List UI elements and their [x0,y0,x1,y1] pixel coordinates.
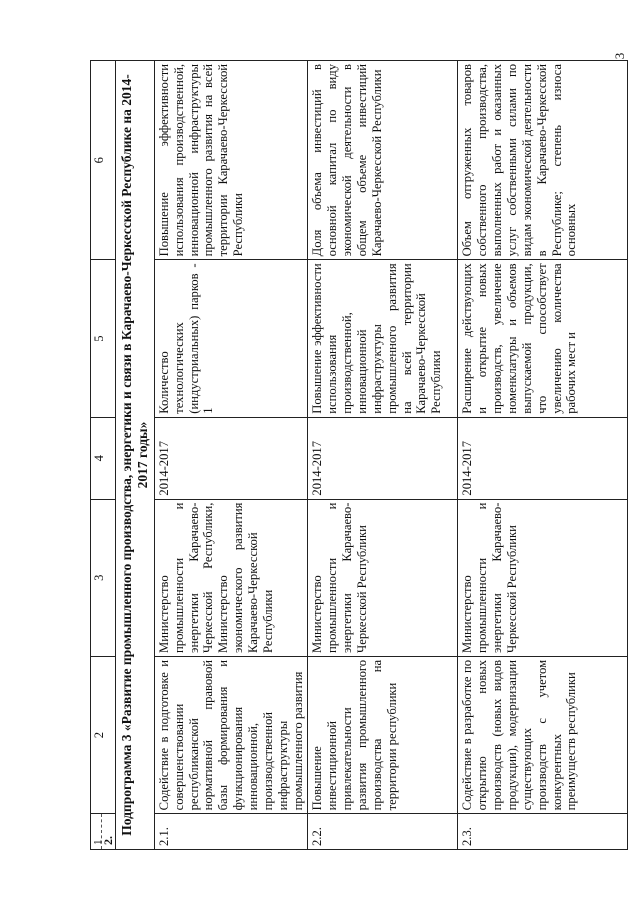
row-number: 2.3. [458,814,628,850]
indicator-cell: Повышение эффективности использования производственной, инновационной инфраструктуры промышленного развития на всей территории Карачаево-Черкесской Республики [154,61,308,260]
indicator-cell: Доля объема инвестиций в основной капитал по виду экономической деятельности в общем объеме инвестиций Карачаево-Черкесской Республики [308,61,458,260]
row-number: 2.1. [154,814,308,850]
program-table [90,60,628,850]
header-col-5: 5 [91,260,116,417]
table-row [308,61,458,850]
period-cell: 2014-2017 [308,417,458,499]
header-col-2: 2 [91,656,116,813]
result-cell: Количество технологических (индустриальных) парков - 1 [154,260,308,417]
executor-cell: Министерство промышленности и энергетики Карачаево-Черкесской Республики [458,499,628,656]
header-col-3: 3 [91,499,116,656]
header-row [91,61,116,850]
header-col-1: 1 2. [91,814,116,850]
table-row [458,61,628,850]
executor-cell: Министерство промышленности и энергетики Карачаево-Черкесской Республики [308,499,458,656]
header-col-4: 4 [91,417,116,499]
measure-cell: Содействие в разработке по открытию новых производств (новых видов продукции), модернизации существующих производств с учетом конкурентных преимуществ республики [458,656,628,813]
period-cell: 2014-2017 [458,417,628,499]
rotated-document-table [90,60,630,850]
executor-cell: Министерство промышленности и энергетики Карачаево-Черкесской Республики, Министерство экономического развития Карачаево-Черкесской Республики [154,499,308,656]
subprogram-row [116,61,155,850]
row-number: 2.2. [308,814,458,850]
measure-cell: Содействие в подготовке и совершенствовании республиканской нормативной правовой базы формирования и функционирования инновационной, производственной инфраструктуры промышленного развития [154,656,308,813]
table-row [154,61,308,850]
result-cell: Расширение действующих и открытие новых производств, увеличение номенклатуры и объемов выпускаемой продукции, что способствует увеличению количества рабочих мест и [458,260,628,417]
measure-cell: Повышение инвестиционной привлекательности развития промышленного производства на территории республики [308,656,458,813]
period-cell: 2014-2017 [154,417,308,499]
header-col-6: 6 [91,61,116,260]
result-cell: Повышение эффективности использования производственной, инновационной инфраструктуры промышленного развития на всей территории Карачаево-Черкесской Республики [308,260,458,417]
page-number: 3 [612,52,627,60]
indicator-cell: Объем отгруженных товаров собственного производства, выполненных работ и оказанных услуг собственными силами по видам экономической деятельности в Карачаево-Черкесской Республике; степень износа основных [458,61,628,260]
subprogram-title: Подпрограмма 3 «Развитие промышленного производства, энергетики и связи в Карачаево-Черкесской Республике на 2014-2017 годы» [116,61,155,850]
